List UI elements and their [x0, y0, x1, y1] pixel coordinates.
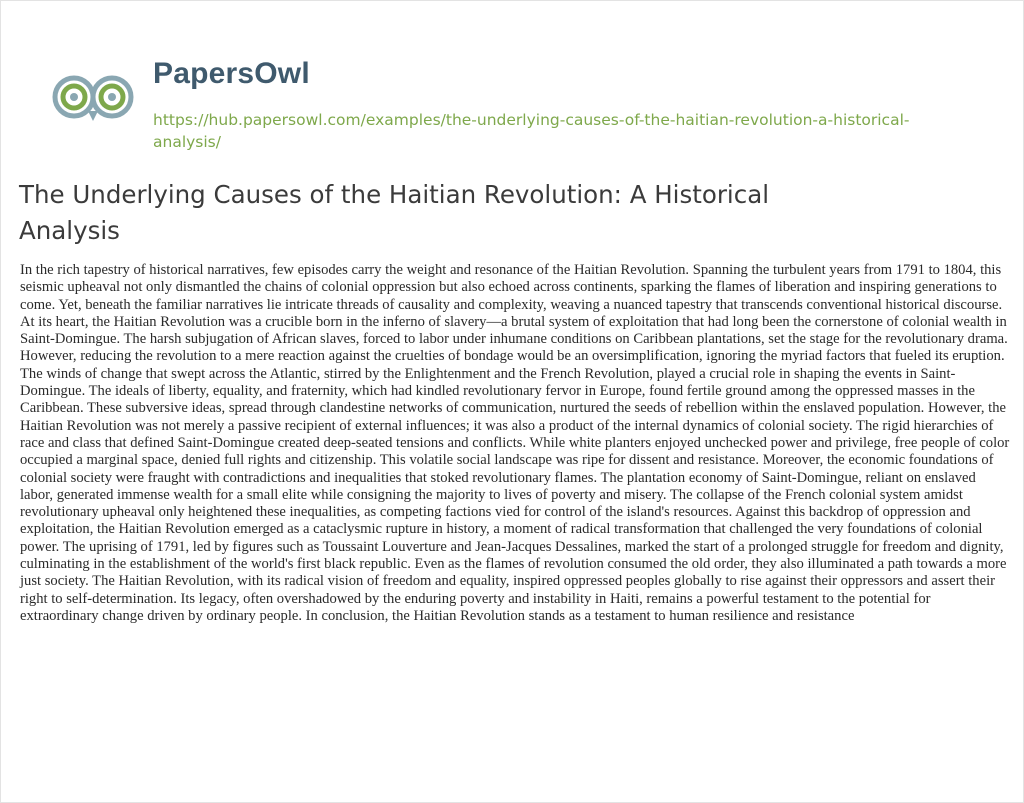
source-url-link[interactable]: https://hub.papersowl.com/examples/the-underlying-causes-of-the-haitian-revolution-a-historical-analysis/ — [153, 111, 910, 151]
page-title: The Underlying Causes of the Haitian Revolution: A Historical Analysis — [19, 180, 770, 245]
page-header — [47, 31, 987, 161]
owl-eyes-logo-icon — [47, 51, 139, 143]
brand-name: PapersOwl — [153, 57, 310, 90]
essay-body: In the rich tapestry of historical narratives, few episodes carry the weight and resonance of the Haitian Revolution. Spanning the turbulent years from 1791 to 1804, this seismic upheaval not only dismantled the chains of colonial oppression but also echoed across continents, sparking the flames of liberation and inspiring generations to come. Yet, beneath the familiar narratives lie intricate threads of causality and complexity, weaving a nuanced tapestry that transcends conventional historical discourse. At its heart, the Haitian Revolution was a crucible born in the inferno of slavery—a brutal system of exploitation that had long been the cornerstone of colonial wealth in Saint-Domingue. The harsh subjugation of African slaves, forced to labor under inhumane conditions on Caribbean plantations, set the stage for the revolutionary drama. However, reducing the revolution to a mere reaction against the cruelties of bondage would be an oversimplification, ignoring the myriad factors that fueled its eruption. The winds of change that swept across the Atlantic, stirred by the Enlightenment and the French Revolution, played a crucial role in shaping the events in Saint-Domingue. The ideals of liberty, equality, and fraternity, which had kindled revolutionary fervor in Europe, found fertile ground among the oppressed masses in the Caribbean. These subversive ideas, spread through clandestine networks of communication, nurtured the seeds of rebellion within the enslaved population. However, the Haitian Revolution was not merely a passive recipient of external influences; it was also a product of the internal dynamics of colonial society. The rigid hierarchies of race and class that defined Saint-Domingue created deep-seated tensions and conflicts. While white planters enjoyed unchecked power and privilege, free people of color occupied a marginal space, denied full rights and citizenship. This volatile social landscape was ripe for dissent and resistance. Moreover, the economic foundations of colonial society were fraught with contradictions and inequalities that stoked revolutionary flames. The plantation economy of Saint-Domingue, reliant on enslaved labor, generated immense wealth for a small elite while consigning the majority to lives of poverty and misery. The collapse of the French colonial system amidst revolutionary upheaval only heightened these inequalities, as competing factions vied for control of the island's resources. Against this backdrop of oppression and exploitation, the Haitian Revolution emerged as a cataclysmic rupture in history, a moment of radical transformation that challenged the very foundations of colonial power. The uprising of 1791, led by figures such as Toussaint Louverture and Jean-Jacques Dessalines, marked the start of a prolonged struggle for freedom and dignity, culminating in the establishment of the world's first black republic. Even as the flames of revolution consumed the old order, they also illuminated a path towards a more just society. The Haitian Revolution, with its radical vision of freedom and equality, inspired oppressed peoples globally to rise against their oppressors and assert their right to self-determination. Its legacy, often overshadowed by the enduring poverty and instability in Haiti, remains a powerful testament to the potential for extraordinary change driven by ordinary people. In conclusion, the Haitian Revolution stands as a testament to human resilience and resistance — [20, 262, 1010, 624]
